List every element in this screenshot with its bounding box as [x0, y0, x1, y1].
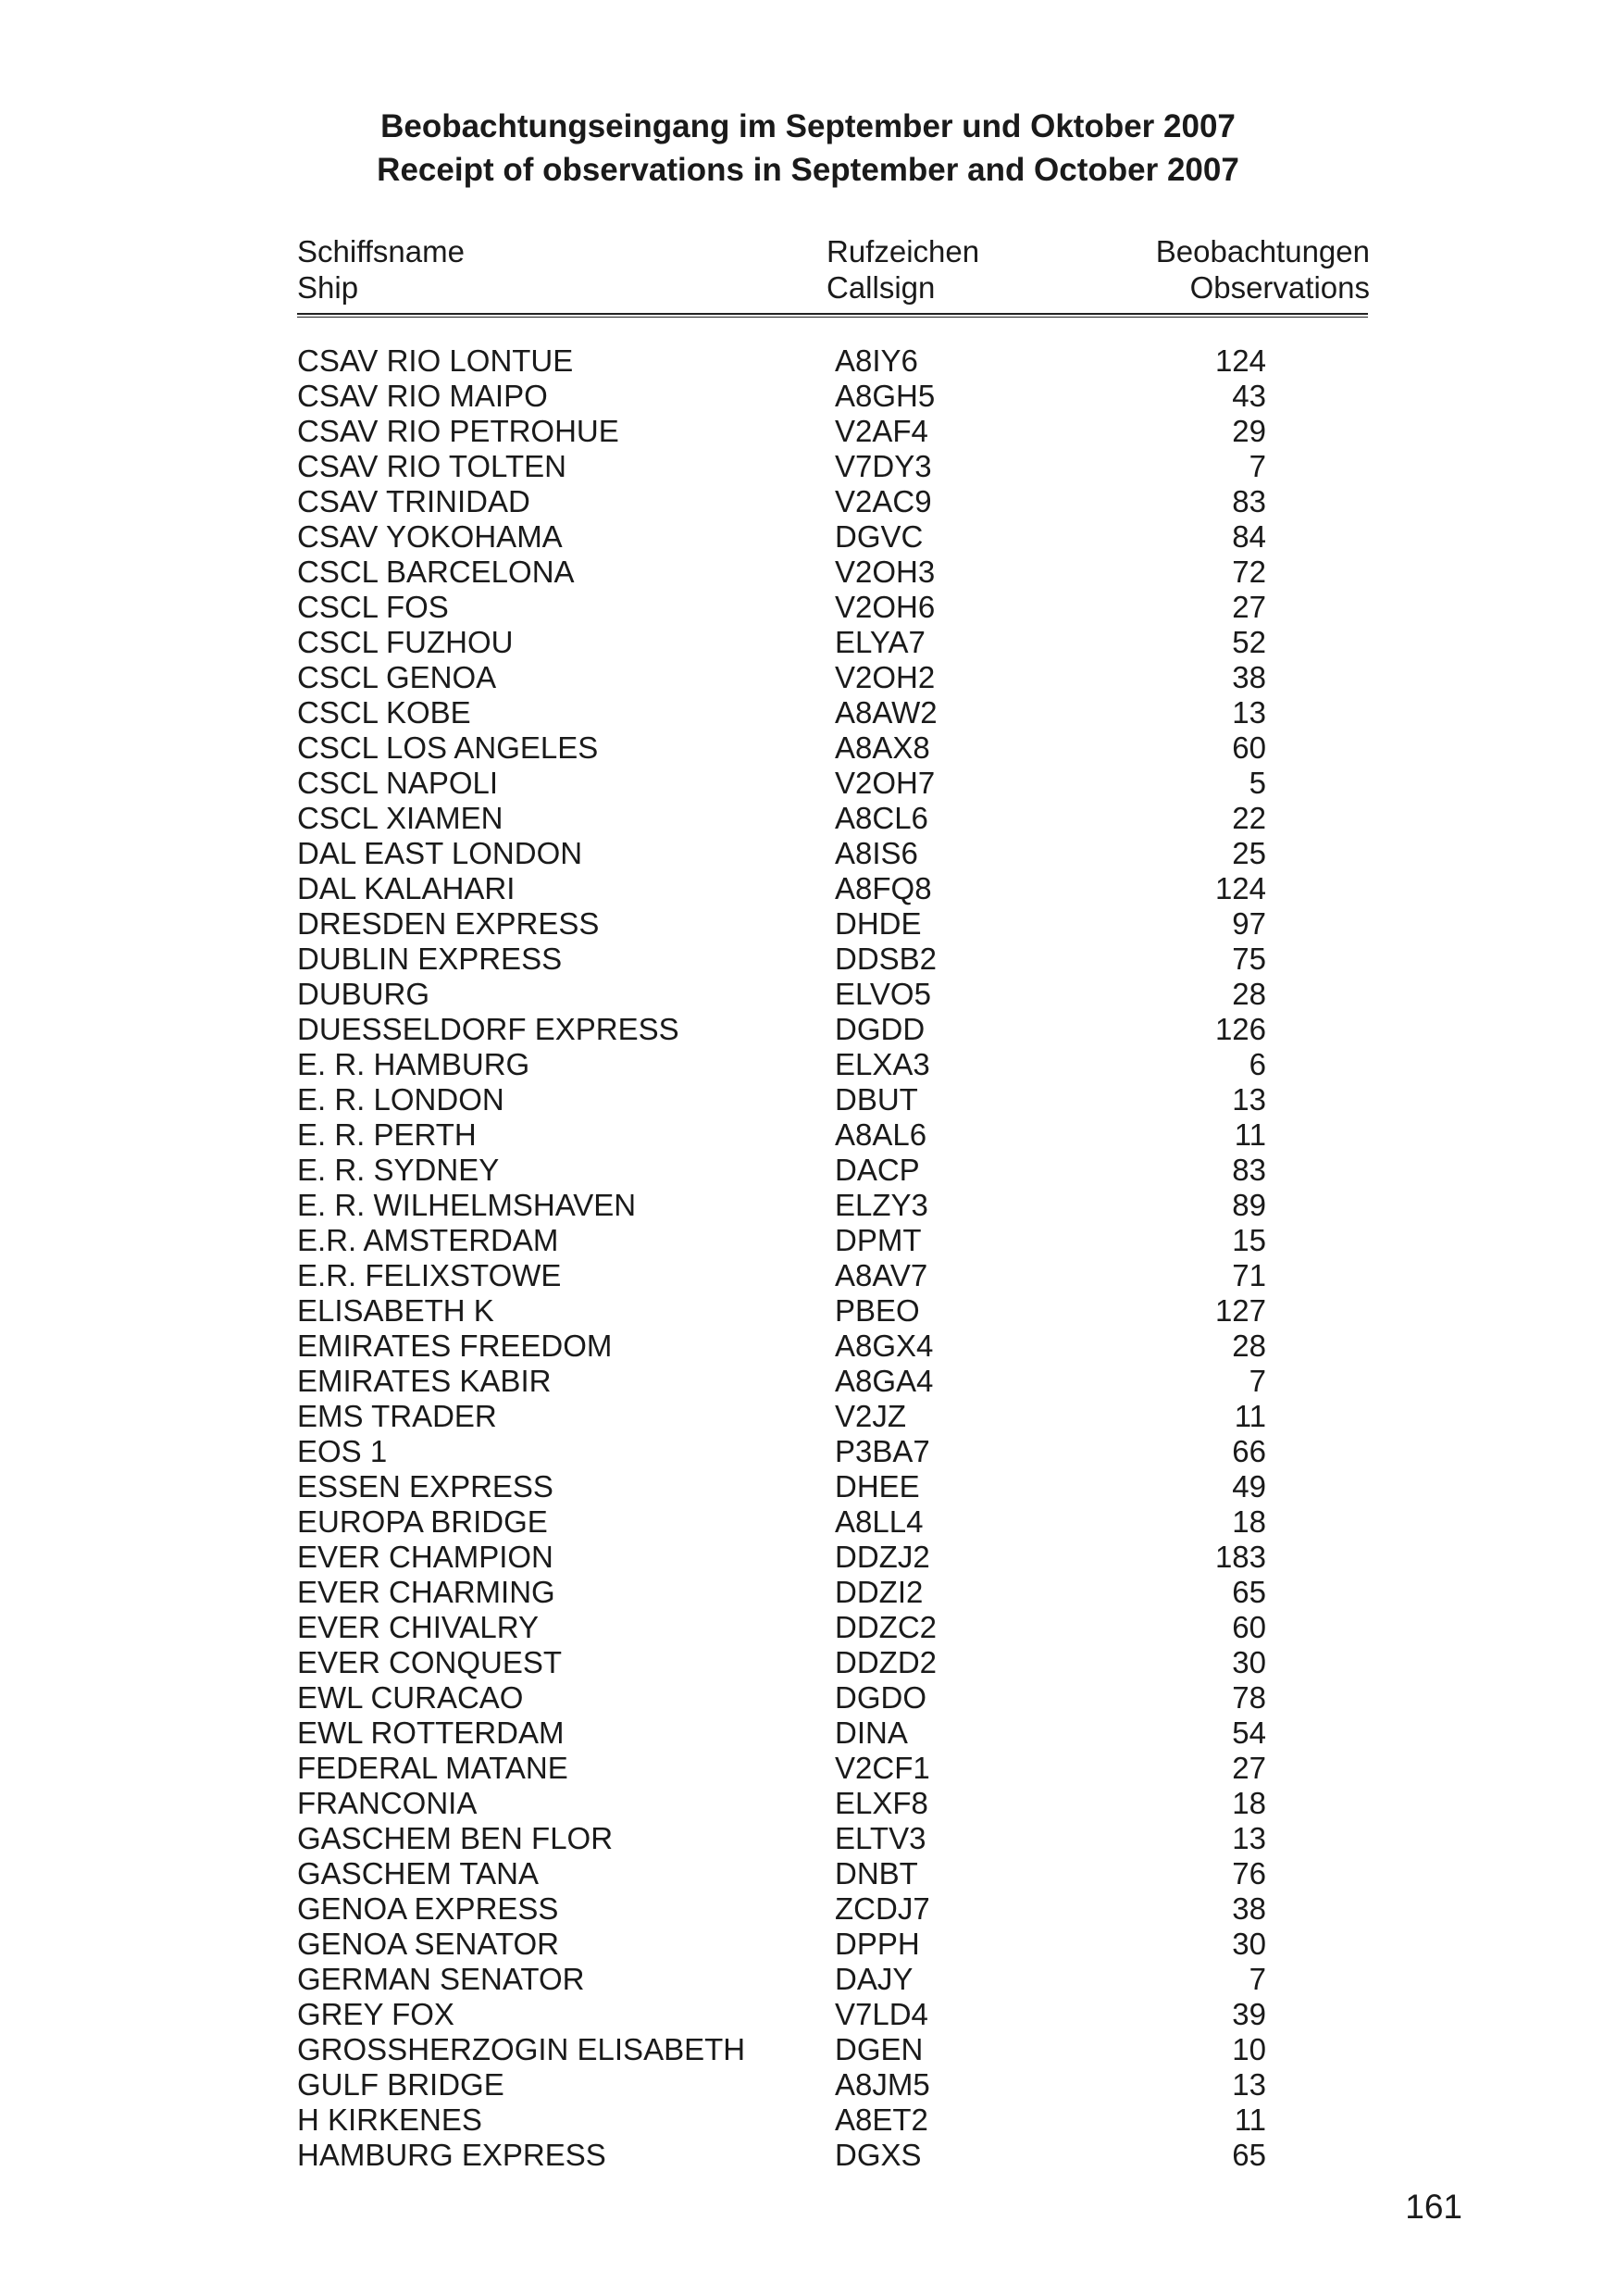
observations-cell: 6 [1249, 1047, 1266, 1081]
table-row [0, 1891, 1616, 1927]
callsign-cell: DGDD [835, 1012, 926, 1046]
table-row [0, 906, 1616, 942]
table-row [0, 343, 1616, 379]
observations-cell: 28 [1232, 977, 1266, 1011]
column-header-observations-de: Beobachtungen [1155, 234, 1370, 268]
observations-cell: 127 [1214, 1293, 1266, 1328]
table-row [0, 1575, 1616, 1610]
callsign-cell: DPMT [835, 1223, 922, 1257]
ship-name-cell: GASCHEM BEN FLOR [297, 1821, 614, 1855]
callsign-cell: ELZY3 [835, 1188, 928, 1222]
callsign-cell: ELTV3 [835, 1821, 926, 1855]
observations-cell: 43 [1232, 379, 1266, 413]
callsign-cell: ELYA7 [835, 625, 926, 659]
table-row [0, 1997, 1616, 2032]
ship-name-cell: GENOA SENATOR [297, 1927, 560, 1961]
ship-name-cell: CSCL BARCELONA [297, 555, 575, 589]
table-row [0, 695, 1616, 730]
callsign-cell: PBEO [835, 1293, 920, 1328]
column-header-ship-en: Ship [297, 270, 359, 305]
observations-cell: 11 [1234, 2103, 1266, 2137]
ship-name-cell: EUROPA BRIDGE [297, 1504, 548, 1539]
ship-name-cell: CSCL GENOA [297, 660, 497, 694]
table-row [0, 590, 1616, 625]
table-row [0, 730, 1616, 766]
table-row [0, 1258, 1616, 1293]
observations-cell: 7 [1249, 1962, 1266, 1996]
ship-name-cell: ESSEN EXPRESS [297, 1469, 553, 1504]
callsign-cell: DACP [835, 1153, 920, 1187]
table-row [0, 1751, 1616, 1786]
header-rule [297, 313, 1368, 318]
callsign-cell: DDZI2 [835, 1575, 924, 1609]
observations-cell: 76 [1232, 1856, 1266, 1890]
table-row [0, 1117, 1616, 1153]
table-row [0, 2032, 1616, 2067]
column-header-callsign-de: Rufzeichen [827, 234, 980, 268]
table-row [0, 1927, 1616, 1962]
observations-cell: 66 [1232, 1434, 1266, 1468]
table-row [0, 942, 1616, 977]
ship-name-cell: EVER CHAMPION [297, 1540, 553, 1574]
table-row [0, 519, 1616, 555]
table-row [0, 801, 1616, 836]
table-row [0, 1399, 1616, 1434]
ship-name-cell: GASCHEM TANA [297, 1856, 539, 1890]
page-number: 161 [1405, 2188, 1462, 2226]
ship-name-cell: E. R. SYDNEY [297, 1153, 500, 1187]
table-row [0, 1821, 1616, 1856]
observations-cell: 71 [1232, 1258, 1266, 1292]
table-row [0, 2067, 1616, 2103]
table-row [0, 555, 1616, 590]
callsign-cell: V2OH3 [835, 555, 936, 589]
observations-cell: 13 [1232, 695, 1266, 730]
callsign-cell: V2OH2 [835, 660, 936, 694]
observations-cell: 83 [1232, 1153, 1266, 1187]
ship-name-cell: HAMBURG EXPRESS [297, 2138, 606, 2172]
callsign-cell: ELXA3 [835, 1047, 930, 1081]
ship-name-cell: CSAV YOKOHAMA [297, 519, 563, 554]
observations-cell: 124 [1214, 871, 1266, 905]
ship-name-cell: CSCL NAPOLI [297, 766, 499, 800]
ship-name-cell: CSCL KOBE [297, 695, 471, 730]
callsign-cell: DGXS [835, 2138, 922, 2172]
observations-cell: 84 [1232, 519, 1266, 554]
observations-table-body [0, 343, 1616, 2173]
table-row [0, 1680, 1616, 1716]
table-row [0, 1012, 1616, 1047]
observations-cell: 27 [1232, 590, 1266, 624]
column-header-observations-en: Observations [1189, 270, 1370, 305]
ship-name-cell: EMS TRADER [297, 1399, 497, 1433]
observations-cell: 124 [1214, 343, 1266, 378]
callsign-cell: DGEN [835, 2032, 924, 2066]
observations-cell: 38 [1232, 660, 1266, 694]
callsign-cell: DHEE [835, 1469, 920, 1504]
observations-cell: 60 [1232, 730, 1266, 765]
table-row [0, 1540, 1616, 1575]
observations-cell: 29 [1232, 414, 1266, 448]
table-row [0, 1504, 1616, 1540]
ship-name-cell: FRANCONIA [297, 1786, 478, 1820]
observations-cell: 13 [1232, 1821, 1266, 1855]
observations-cell: 60 [1232, 1610, 1266, 1644]
table-row [0, 871, 1616, 906]
table-row [0, 766, 1616, 801]
table-row [0, 1786, 1616, 1821]
observations-cell: 49 [1232, 1469, 1266, 1504]
observations-cell: 15 [1232, 1223, 1266, 1257]
table-row [0, 660, 1616, 695]
callsign-cell: V7LD4 [835, 1997, 928, 2031]
table-row [0, 1153, 1616, 1188]
observations-cell: 30 [1232, 1927, 1266, 1961]
callsign-cell: V2OH7 [835, 766, 936, 800]
ship-name-cell: E. R. LONDON [297, 1082, 504, 1117]
ship-name-cell: E.R. AMSTERDAM [297, 1223, 559, 1257]
table-row [0, 414, 1616, 449]
ship-name-cell: GENOA EXPRESS [297, 1891, 559, 1926]
table-row [0, 1645, 1616, 1680]
ship-name-cell: CSAV RIO LONTUE [297, 343, 574, 378]
ship-name-cell: CSCL LOS ANGELES [297, 730, 599, 765]
column-header-observations [1156, 233, 1370, 306]
ship-name-cell: CSCL FOS [297, 590, 449, 624]
callsign-cell: V2AC9 [835, 484, 932, 518]
observations-cell: 10 [1232, 2032, 1266, 2066]
title-english: Receipt of observations in September and October 2007 [377, 152, 1239, 188]
table-row [0, 625, 1616, 660]
observations-cell: 13 [1232, 2067, 1266, 2102]
table-row [0, 1434, 1616, 1469]
ship-name-cell: E. R. PERTH [297, 1117, 477, 1152]
observations-cell: 11 [1234, 1399, 1266, 1433]
ship-name-cell: EWL CURACAO [297, 1680, 524, 1715]
observations-cell: 65 [1232, 1575, 1266, 1609]
observations-cell: 28 [1232, 1329, 1266, 1363]
callsign-cell: A8FQ8 [835, 871, 932, 905]
observations-cell: 126 [1214, 1012, 1266, 1046]
callsign-cell: DDSB2 [835, 942, 938, 976]
callsign-cell: A8GH5 [835, 379, 936, 413]
table-row [0, 1962, 1616, 1997]
callsign-cell: DNBT [835, 1856, 918, 1890]
observations-cell: 30 [1232, 1645, 1266, 1679]
ship-name-cell: GERMAN SENATOR [297, 1962, 585, 1996]
table-row [0, 1610, 1616, 1645]
ship-name-cell: H KIRKENES [297, 2103, 482, 2137]
observations-cell: 97 [1232, 906, 1266, 941]
ship-name-cell: GROSSHERZOGIN ELISABETH [297, 2032, 746, 2066]
observations-cell: 65 [1232, 2138, 1266, 2172]
observations-cell: 83 [1232, 484, 1266, 518]
ship-name-cell: GREY FOX [297, 1997, 454, 2031]
column-header-ship-de: Schiffsname [297, 234, 465, 268]
ship-name-cell: EVER CHARMING [297, 1575, 555, 1609]
observations-cell: 5 [1249, 766, 1266, 800]
callsign-cell: A8LL4 [835, 1504, 924, 1539]
callsign-cell: V2JZ [835, 1399, 907, 1433]
callsign-cell: A8GX4 [835, 1329, 934, 1363]
callsign-cell: P3BA7 [835, 1434, 930, 1468]
observations-cell: 75 [1232, 942, 1266, 976]
table-row [0, 1223, 1616, 1258]
table-row [0, 977, 1616, 1012]
callsign-cell: V7DY3 [835, 449, 932, 483]
callsign-cell: DPPH [835, 1927, 920, 1961]
observations-cell: 7 [1249, 449, 1266, 483]
callsign-cell: DDZJ2 [835, 1540, 930, 1574]
column-header-callsign-en: Callsign [827, 270, 936, 305]
table-row [0, 1329, 1616, 1364]
observations-cell: 78 [1232, 1680, 1266, 1715]
callsign-cell: DAJY [835, 1962, 914, 1996]
observations-cell: 54 [1232, 1716, 1266, 1750]
table-row [0, 2103, 1616, 2138]
callsign-cell: A8GA4 [835, 1364, 934, 1398]
callsign-cell: A8IS6 [835, 836, 918, 870]
table-row [0, 379, 1616, 414]
ship-name-cell: EWL ROTTERDAM [297, 1716, 565, 1750]
callsign-cell: V2AF4 [835, 414, 928, 448]
table-row [0, 1856, 1616, 1891]
callsign-cell: A8AV7 [835, 1258, 928, 1292]
table-row [0, 449, 1616, 484]
callsign-cell: ZCDJ7 [835, 1891, 930, 1926]
table-row [0, 1716, 1616, 1751]
ship-name-cell: DAL KALAHARI [297, 871, 516, 905]
observations-cell: 11 [1234, 1117, 1266, 1152]
observations-cell: 22 [1232, 801, 1266, 835]
callsign-cell: A8AX8 [835, 730, 930, 765]
ship-name-cell: EMIRATES KABIR [297, 1364, 552, 1398]
ship-name-cell: DAL EAST LONDON [297, 836, 583, 870]
table-row [0, 1047, 1616, 1082]
observations-cell: 52 [1232, 625, 1266, 659]
observations-cell: 7 [1249, 1364, 1266, 1398]
callsign-cell: DGVC [835, 519, 924, 554]
ship-name-cell: DUBURG [297, 977, 430, 1011]
callsign-cell: A8AW2 [835, 695, 938, 730]
ship-name-cell: EOS 1 [297, 1434, 388, 1468]
callsign-cell: DGDO [835, 1680, 926, 1715]
table-row [0, 836, 1616, 871]
callsign-cell: A8AL6 [835, 1117, 927, 1152]
callsign-cell: DDZC2 [835, 1610, 938, 1644]
table-row [0, 1364, 1616, 1399]
observations-cell: 183 [1214, 1540, 1266, 1574]
table-row [0, 484, 1616, 519]
callsign-cell: DBUT [835, 1082, 918, 1117]
callsign-cell: A8JM5 [835, 2067, 930, 2102]
column-header-callsign [827, 233, 979, 306]
ship-name-cell: FEDERAL MATANE [297, 1751, 568, 1785]
callsign-cell: A8CL6 [835, 801, 928, 835]
ship-name-cell: EMIRATES FREEDOM [297, 1329, 613, 1363]
callsign-cell: V2CF1 [835, 1751, 930, 1785]
column-header-ship [297, 233, 465, 306]
ship-name-cell: CSAV RIO TOLTEN [297, 449, 566, 483]
ship-name-cell: EVER CONQUEST [297, 1645, 563, 1679]
table-row [0, 1293, 1616, 1329]
callsign-cell: ELVO5 [835, 977, 931, 1011]
callsign-cell: V2OH6 [835, 590, 936, 624]
callsign-cell: A8IY6 [835, 343, 918, 378]
callsign-cell: ELXF8 [835, 1786, 928, 1820]
ship-name-cell: E.R. FELIXSTOWE [297, 1258, 562, 1292]
callsign-cell: DDZD2 [835, 1645, 938, 1679]
observations-cell: 18 [1232, 1786, 1266, 1820]
table-row [0, 1469, 1616, 1504]
observations-cell: 89 [1232, 1188, 1266, 1222]
ship-name-cell: CSAV RIO MAIPO [297, 379, 548, 413]
observations-cell: 38 [1232, 1891, 1266, 1926]
callsign-cell: A8ET2 [835, 2103, 928, 2137]
callsign-cell: DHDE [835, 906, 922, 941]
ship-name-cell: E. R. WILHELMSHAVEN [297, 1188, 637, 1222]
table-row [0, 1188, 1616, 1223]
ship-name-cell: DUBLIN EXPRESS [297, 942, 563, 976]
callsign-cell: DINA [835, 1716, 908, 1750]
observations-cell: 18 [1232, 1504, 1266, 1539]
ship-name-cell: ELISABETH K [297, 1293, 494, 1328]
ship-name-cell: DUESSELDORF EXPRESS [297, 1012, 679, 1046]
ship-name-cell: CSAV TRINIDAD [297, 484, 530, 518]
ship-name-cell: EVER CHIVALRY [297, 1610, 540, 1644]
ship-name-cell: CSAV RIO PETROHUE [297, 414, 619, 448]
ship-name-cell: GULF BRIDGE [297, 2067, 504, 2102]
title-german: Beobachtungseingang im September und Oktober 2007 [380, 108, 1236, 144]
page-title [0, 105, 1616, 192]
table-row [0, 1082, 1616, 1117]
ship-name-cell: CSCL XIAMEN [297, 801, 503, 835]
table-row [0, 2138, 1616, 2173]
ship-name-cell: CSCL FUZHOU [297, 625, 514, 659]
ship-name-cell: DRESDEN EXPRESS [297, 906, 600, 941]
observations-cell: 13 [1232, 1082, 1266, 1117]
ship-name-cell: E. R. HAMBURG [297, 1047, 530, 1081]
observations-cell: 39 [1232, 1997, 1266, 2031]
observations-cell: 27 [1232, 1751, 1266, 1785]
observations-cell: 25 [1232, 836, 1266, 870]
observations-cell: 72 [1232, 555, 1266, 589]
